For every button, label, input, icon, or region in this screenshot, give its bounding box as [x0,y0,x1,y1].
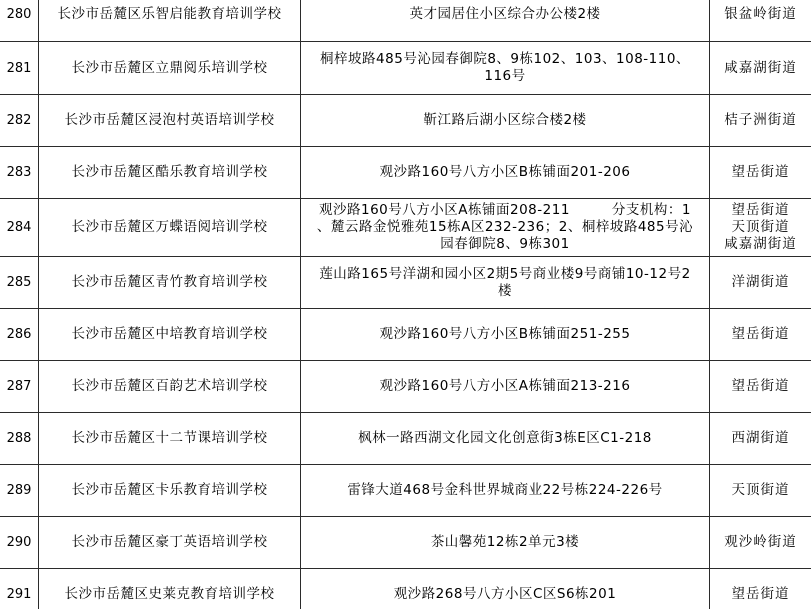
table-row [0,42,811,95]
street-line: 望岳街道 [731,378,790,394]
address-line: 楼 [498,282,512,299]
address-line: 桐梓坡路485号沁园春御院8、9栋102、103、108-110、 [320,51,690,67]
street-cell [710,465,811,517]
row-number-cell: 287 [0,361,39,413]
school-name-cell: 长沙市岳麓区史莱克教育培训学校 [39,569,301,609]
row-number-cell: 283 [0,147,39,199]
table-row [0,465,811,517]
school-name-cell: 长沙市岳麓区立鼎阅乐培训学校 [39,42,301,95]
street-line: 西湖街道 [731,430,790,446]
address-cell [301,569,710,609]
address-line: 枫林一路西湖文化园文化创意街3栋E区C1-218 [358,430,652,446]
address-line: 观沙路268号八方小区C区S6栋201 [393,586,617,602]
address-cell [301,517,710,569]
address-line: 雷锋大道468号金科世界城商业22号栋224-226号 [347,482,663,498]
school-name-cell: 长沙市岳麓区十二节课培训学校 [39,413,301,465]
street-line: 望岳街道 [731,586,790,602]
table-row [0,0,811,42]
row-number-cell: 291 [0,569,39,609]
school-name-cell: 长沙市岳麓区酷乐教育培训学校 [39,147,301,199]
address-cell [301,257,710,309]
street-cell [710,147,811,199]
street-cell [710,517,811,569]
address-line: 英才园居住小区综合办公楼2楼 [409,5,601,22]
street-cell [710,309,811,361]
row-number-cell: 285 [0,257,39,309]
address-line: 观沙路160号八方小区A栋铺面213-216 [379,378,631,394]
street-cell [710,199,811,257]
school-name-cell: 长沙市岳麓区乐智启能教育培训学校 [39,0,301,42]
school-name-cell: 长沙市岳麓区卡乐教育培训学校 [39,465,301,517]
street-line: 天顶街道 [731,219,790,235]
street-line: 望岳街道 [731,164,790,180]
address-line: 园春御院8、9栋301 [440,236,570,252]
street-line: 咸嘉湖街道 [724,59,797,76]
address-cell [301,199,710,257]
table-row [0,257,811,309]
table-row [0,413,811,465]
table-row [0,309,811,361]
street-line: 望岳街道 [731,202,790,218]
street-cell [710,257,811,309]
address-cell [301,309,710,361]
row-number-cell: 284 [0,199,39,257]
table-row [0,361,811,413]
address-line: 观沙路160号八方小区A栋铺面208-211 分支机构：1 [319,202,691,218]
row-number-cell: 280 [0,0,39,42]
address-line: 观沙路160号八方小区B栋铺面201-206 [379,164,631,180]
address-line: 、麓云路金悦雅苑15栋A区232-236；2、桐梓坡路485号沁 [316,219,694,235]
row-number-cell: 281 [0,42,39,95]
address-line: 116号 [484,68,526,84]
row-number-cell: 289 [0,465,39,517]
address-line: 莲山路165号洋湖和园小区2期5号商业楼9号商铺10-12号2 [319,265,691,282]
address-cell [301,147,710,199]
street-cell [710,42,811,95]
address-cell [301,465,710,517]
address-cell [301,413,710,465]
school-name-cell: 长沙市岳麓区青竹教育培训学校 [39,257,301,309]
street-line: 观沙岭街道 [724,534,797,550]
row-number-cell: 286 [0,309,39,361]
address-cell [301,95,710,147]
street-line: 桔子洲街道 [724,112,797,128]
address-cell [301,42,710,95]
street-line: 天顶街道 [731,482,790,498]
table-row [0,199,811,257]
row-number-cell: 290 [0,517,39,569]
table-row [0,517,811,569]
street-cell [710,0,811,42]
street-line: 洋湖街道 [731,274,790,290]
address-cell [301,0,710,42]
table-row [0,147,811,199]
table-row [0,95,811,147]
school-name-cell: 长沙市岳麓区万蝶语阅培训学校 [39,199,301,257]
address-cell [301,361,710,413]
street-cell [710,95,811,147]
school-name-cell: 长沙市岳麓区浸泡村英语培训学校 [39,95,301,147]
street-line: 银盆岭街道 [724,5,797,22]
table-row [0,569,811,609]
street-cell [710,413,811,465]
school-name-cell: 长沙市岳麓区豪丁英语培训学校 [39,517,301,569]
address-line: 靳江路后湖小区综合楼2楼 [423,112,587,128]
school-name-cell: 长沙市岳麓区百韵艺术培训学校 [39,361,301,413]
school-name-cell: 长沙市岳麓区中培教育培训学校 [39,309,301,361]
row-number-cell: 288 [0,413,39,465]
street-cell [710,569,811,609]
street-line: 咸嘉湖街道 [724,236,797,252]
address-line: 茶山馨苑12栋2单元3楼 [430,534,580,550]
row-number-cell: 282 [0,95,39,147]
address-line: 观沙路160号八方小区B栋铺面251-255 [379,326,631,342]
street-line: 望岳街道 [731,326,790,342]
street-cell [710,361,811,413]
